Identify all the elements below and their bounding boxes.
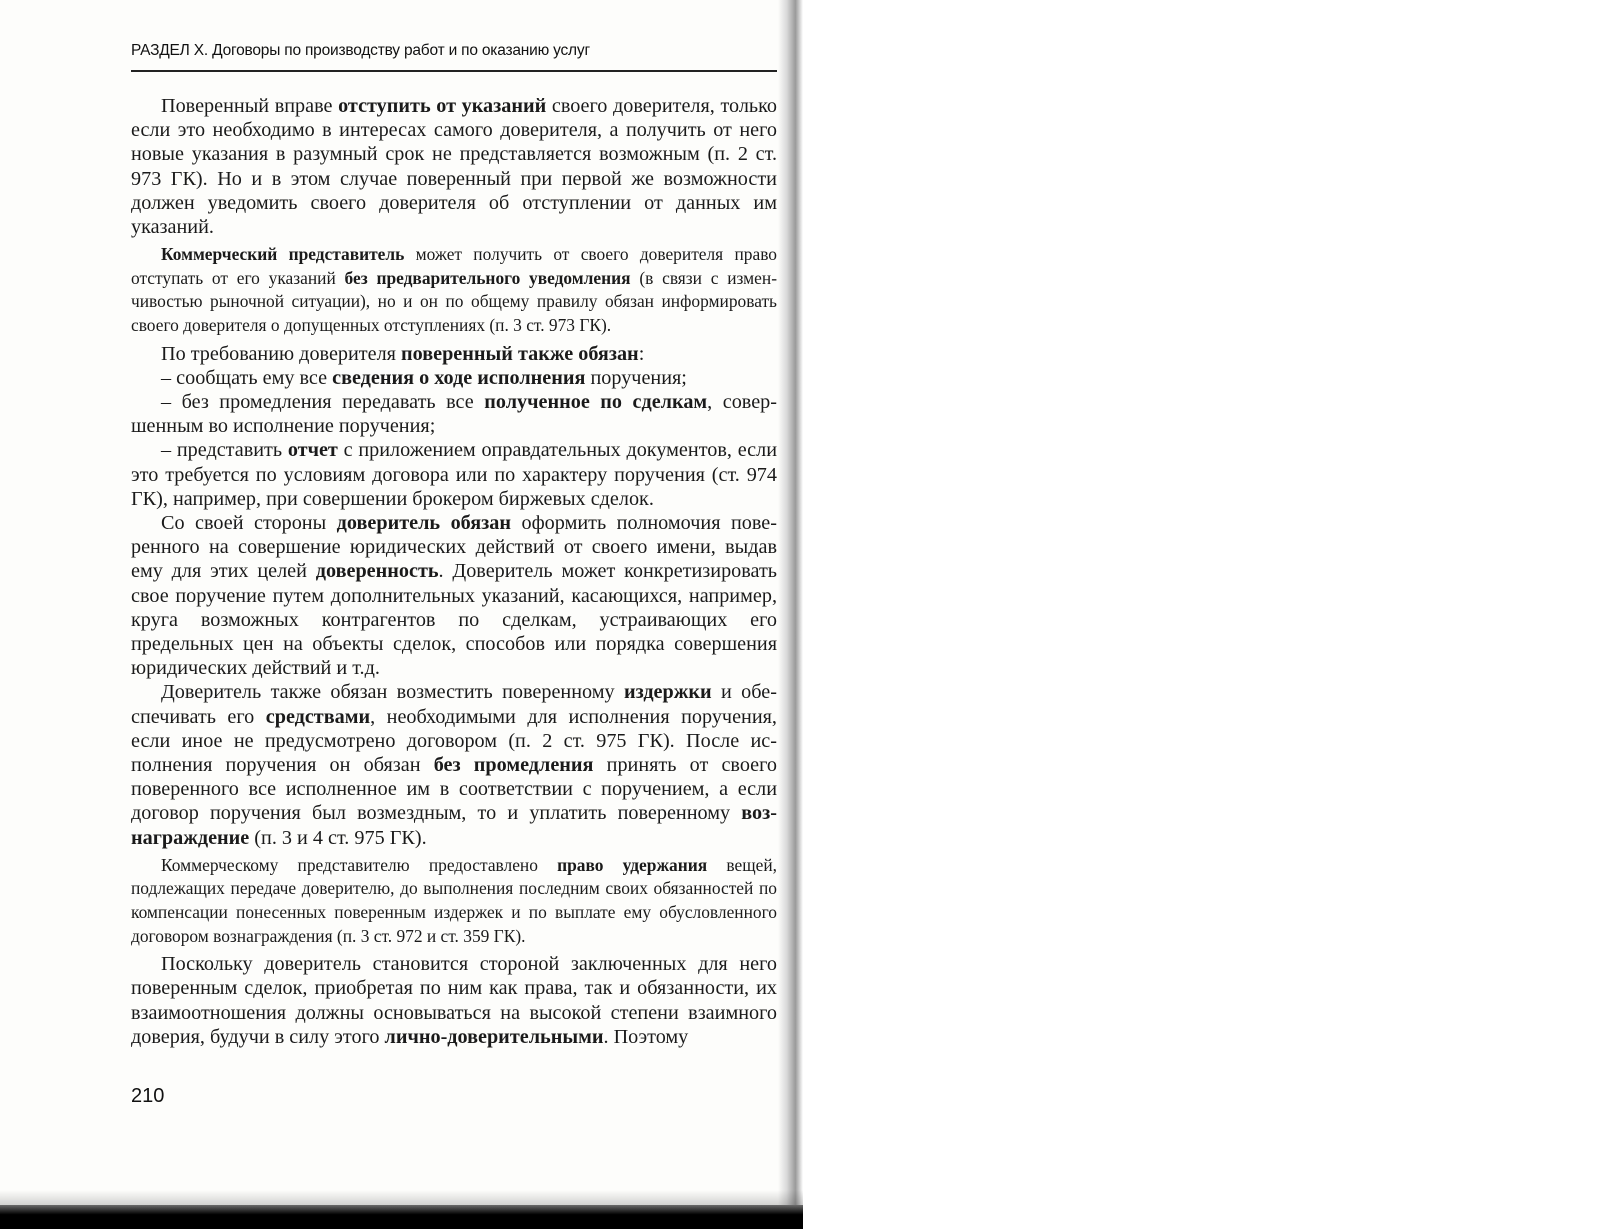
text-run: , совершенным во исполнение поручения;	[131, 391, 777, 438]
bold-term: доверенность	[315, 560, 439, 583]
paragraph	[131, 511, 777, 680]
text-run: – сообщать ему все	[161, 366, 333, 389]
small-print-paragraph	[131, 854, 777, 948]
body-text	[131, 94, 777, 1049]
text-run: Со своей стороны	[161, 512, 337, 535]
bold-term: издержки	[623, 681, 712, 704]
running-head: РАЗДЕЛ Х. Договоры по производству работ и по оказанию услуг	[131, 42, 590, 59]
text-run: и обеспечивать его	[131, 681, 777, 728]
text-run: Поверенный вправе	[161, 95, 339, 117]
text-run: принять от своего поверенного все исполненное им в соответствии с поручением, а если договор поручения был возмездным, то и уплатить поверенному	[131, 754, 777, 825]
text-run: Поскольку доверитель становится стороной заключенных для него поверенным сделок, приобретая по ним как права, так и обязанности, их взаимоотношения должны основываться на высокой степени взаимного доверия, будучи в силу этого	[131, 953, 777, 1048]
bold-term: Коммерческий представитель	[161, 244, 405, 265]
text-run: . Поэтому	[603, 1025, 689, 1048]
bold-term: право удержания	[557, 854, 708, 875]
text-run: с приложением оправдательных документов, если это требуется по условиям договора или по характеру поручения (ст. 974 ГК), например, при совершении брокером биржевых сделок.	[131, 439, 777, 510]
page-number: 210	[131, 1085, 165, 1107]
text-run: Коммерческому представителю предоставлено	[161, 854, 558, 875]
small-print-paragraph	[131, 243, 777, 337]
text-run: – без промедления передавать все	[161, 391, 485, 413]
scan-bottom-fade	[0, 1190, 803, 1206]
paragraph	[131, 952, 777, 1049]
scan-bottom-edge	[0, 1205, 803, 1229]
bold-term: лично-доверительными	[384, 1025, 604, 1048]
paragraph	[131, 94, 777, 239]
text-run: (в связи с изменчивостью рыночной ситуации), но и он по общему правилу обязан информировать своего доверителя о допущенных отступлениях (п. 3 ст. 973 ГК).	[131, 267, 777, 335]
bold-term: поверенный также обязан	[401, 342, 639, 365]
text-run: Доверитель также обязан возместить поверенному	[161, 681, 624, 704]
text-run: оформить полномочия поверенного на совершение юридических действий от своего имени, выдав ему для этих целей	[131, 512, 777, 583]
text-run: может получить от своего доверителя право отступать от его указаний	[131, 244, 777, 288]
bold-term: сведения о ходе исполнения	[332, 366, 586, 389]
text-run: своего доверителя, только если это необходимо в интересах самого доверителя, а получить от него новые указания в разумный срок не представляется возможным (п. 2 ст. 973 ГК). Но и в этом случае поверенный при первой же возможности должен уведомить своего доверителя об отступлении от данных им указаний.	[131, 95, 777, 239]
bold-term: отчет	[287, 439, 338, 462]
paragraph	[131, 342, 777, 366]
paragraph	[131, 366, 777, 390]
text-run: . Доверитель может конкретизировать свое поручение путем дополнительных указаний, касающихся, например, круга возможных контрагентов по сделкам, устраивающих его предельных цен на объекты сделок, способов или порядка совершения юридических действий и т.д.	[131, 560, 777, 680]
paragraph	[131, 438, 777, 511]
paragraph	[131, 680, 777, 849]
text-run: – представить	[161, 439, 288, 462]
bold-term: полученное по сделкам	[484, 391, 708, 413]
bold-term: без промедления	[433, 754, 594, 777]
paragraph	[131, 390, 777, 438]
bold-term: отступить от указаний	[338, 95, 547, 117]
text-run: поручения;	[585, 366, 687, 389]
header-rule	[131, 70, 777, 72]
binding-gutter-shadow	[778, 0, 803, 1229]
text-run: вещей, подлежащих передаче доверителю, до выполнения последним своих обязанностей по компенсации понесенных поверенным издержек и по выплате ему обусловленного договором вознаграждения (п. 3 ст. 972 и ст. 359 ГК).	[131, 854, 777, 946]
text-run: По требованию доверителя	[161, 342, 401, 365]
bold-term: вознаграждение	[131, 802, 777, 849]
bold-term: доверитель обязан	[336, 512, 512, 535]
text-run: :	[638, 342, 645, 365]
text-run: (п. 3 и 4 ст. 975 ГК).	[249, 826, 427, 849]
text-run: , необходимыми для исполнения поручения, если иное не предусмотрено договором (п. 2 ст. 975 ГК). После исполнения поручения он обязан	[131, 705, 777, 777]
bold-term: без предварительного уведомления	[344, 267, 631, 288]
bold-term: средствами	[265, 705, 371, 728]
